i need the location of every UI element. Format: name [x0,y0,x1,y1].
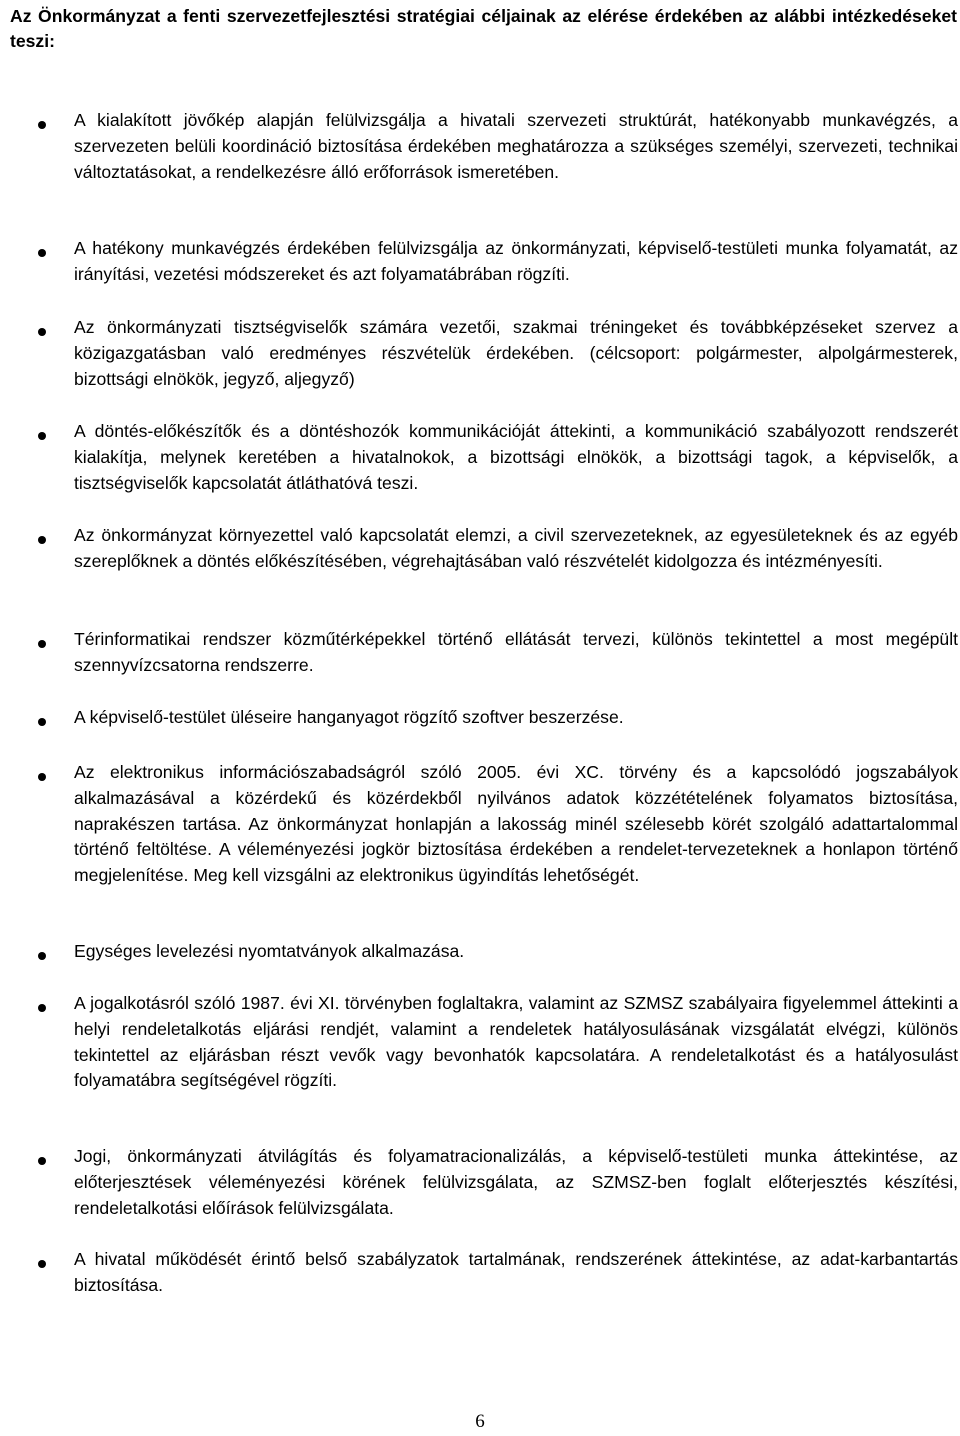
bullet-icon [38,121,46,129]
bullet-icon [38,1004,46,1012]
list-item-text: Az önkormányzati tisztségviselők számára vezetői, szakmai tréningeket és továbbképzéseket szervez a közigazgatásban való eredményes részvételük érdekében. (célcsoport: polgármester, alpolgármesterek, bizottsági elnökök, jegyző, aljegyző) [74,317,958,389]
list-item-text: Jogi, önkormányzati átvilágítás és folyamatracionalizálás, a képviselő-testületi munka áttekintése, az előterjesztések véleményezési körének felülvizsgálata, az SZMSZ-ben foglalt előterjesztés készítési, rendeletalkotási előírások felülvizsgálata. [74,1146,958,1218]
bullet-icon [38,773,46,781]
bullet-icon [38,952,46,960]
list-item-text: A hatékony munkavégzés érdekében felülvizsgálja az önkormányzati, képviselő-testületi munka folyamatát, az irányítási, vezetési módszereket és azt folyamatábrában rögzíti. [74,238,958,284]
list-item-text: A képviselő-testület üléseire hanganyagot rögzítő szoftver beszerzése. [74,707,624,727]
bullet-icon [38,718,46,726]
bullet-icon [38,328,46,336]
bullet-icon [38,1260,46,1268]
list-item-text: Egységes levelezési nyomtatványok alkalmazása. [74,941,465,961]
bullet-icon [38,432,46,440]
list-item-text: A döntés-előkészítők és a döntéshozók kommunikációját áttekinti, a kommunikáció szabályozott rendszerét kialakítja, melynek keretében a hivatalnokok, a bizottsági elnökök, a bizottsági tagok, a képviselők, a tisztségviselők kapcsolatát átláthatóvá teszi. [74,421,958,493]
page-number: 6 [475,1411,485,1432]
list-item-text: A jogalkotásról szóló 1987. évi XI. törvényben foglaltakra, valamint az SZMSZ szabályaira figyelemmel áttekinti a helyi rendeletalkotás eljárási rendjét, valamint a rendeletek hatályosulásának vizsgálatát elvégzi, különös tekintettel az eljárásban részt vevők vagy bevonhatók kapcsolatára. A rendeletalkotást és a hatályosulást folyamatábra segítségével rögzíti. [74,993,958,1091]
bullet-icon [38,536,46,544]
list-item-text: Az önkormányzat környezettel való kapcsolatát elemzi, a civil szervezeteknek, az egyesületeknek és az egyéb szereplőknek a döntés előkészítésében, végrehajtásában való részvételét kidolgozza és intézményesíti. [74,525,958,571]
bullet-icon [38,1157,46,1165]
list-item-text: Az elektronikus információszabadságról szóló 2005. évi XC. törvény és a kapcsolódó jogszabályok alkalmazásával a közérdekű és közérdekből nyilvános adatok közzétételének folyamatos biztosítása, naprakészen tartása. Az önkormányzat honlapján a lakosság minél szélesebb körét szolgáló adattartalommal történő feltöltése. A véleményezési jogkör biztosítása érdekében a rendelet-tervezeteknek a honlapon történő megjelenítése. Meg kell vizsgálni az elektronikus ügyindítás lehetőségét. [74,762,958,886]
list-item-text: A hivatal működését érintő belső szabályzatok tartalmának, rendszerének áttekintése, az adat-karbantartás biztosítása. [74,1249,958,1295]
list-item-text: A kialakított jövőkép alapján felülvizsgálja a hivatali szervezeti struktúrát, hatékonyabb munkavégzés, a szervezeten belüli koordináció biztosítása érdekében meghatározza a szükséges személyi, szervezeti, technikai változtatásokat, a rendelkezésre álló erőforrások ismeretében. [74,110,958,182]
bullet-icon [38,640,46,648]
list-item-text: Térinformatikai rendszer közműtérképekkel történő ellátását tervezi, különös tekintettel a most megépült szennyvízcsatorna rendszerre. [74,629,958,675]
intro-paragraph: Az Önkormányzat a fenti szervezetfejlesztési stratégiai céljainak az elérése érdekében az alábbi intézkedéseket teszi: [10,6,957,51]
bullet-icon [38,249,46,257]
